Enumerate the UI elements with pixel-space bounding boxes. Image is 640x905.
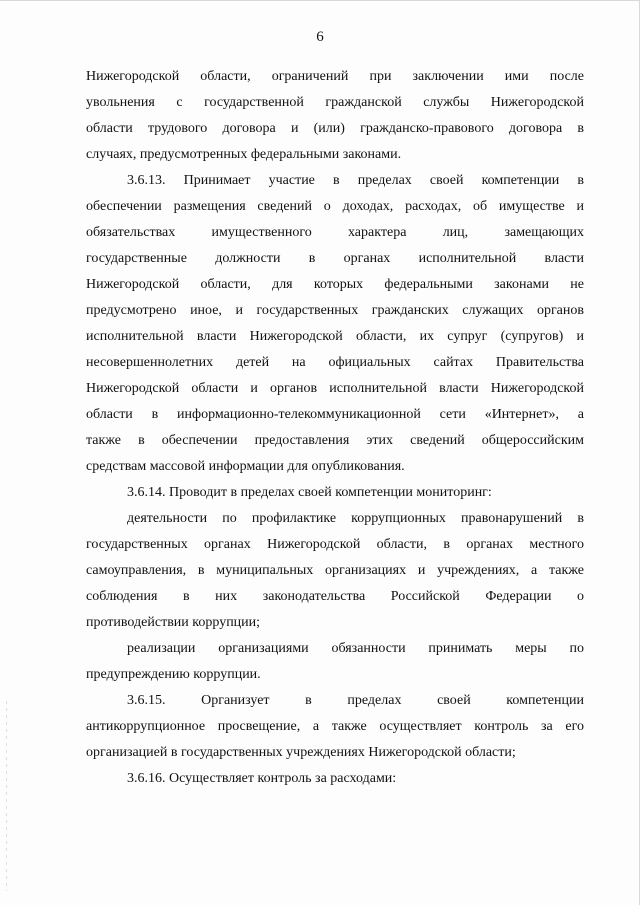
text-line: антикоррупционное просвещение, а также осуществляет контроль за его bbox=[86, 719, 584, 734]
paragraph-first-line: 3.6.13. Принимает участие в пределах своей компетенции в bbox=[127, 173, 584, 188]
text-line: организацией в государственных учреждениях Нижегородской области; bbox=[86, 745, 516, 760]
text-line: области в информационно-телекоммуникационной сети «Интернет», а bbox=[86, 407, 584, 422]
text-line: средствам массовой информации для опубликования. bbox=[86, 459, 405, 474]
text-line: Нижегородской области, для которых федеральными законами не bbox=[86, 277, 584, 292]
text-line: несовершеннолетних детей на официальных сайтах Правительства bbox=[86, 355, 584, 370]
text-line: государственных органах Нижегородской области, в органах местного bbox=[86, 537, 584, 552]
text-line: исполнительной власти Нижегородской области, их супруг (супругов) и bbox=[86, 329, 584, 344]
paragraph-first-line: деятельности по профилактике коррупционных правонарушений в bbox=[127, 511, 584, 526]
text-line: противодействии коррупции; bbox=[86, 615, 261, 630]
text-line: Нижегородской области и органов исполнительной власти Нижегородской bbox=[86, 381, 584, 396]
scan-edge-mark bbox=[6, 701, 7, 891]
text-line: случаях, предусмотренных федеральными законами. bbox=[86, 147, 402, 162]
paragraph-first-line: реализации организациями обязанности принимать меры по bbox=[127, 641, 584, 656]
text-line: увольнения с государственной гражданской службы Нижегородской bbox=[86, 95, 584, 110]
paragraph-first-line: 3.6.16. Осуществляет контроль за расходами: bbox=[127, 771, 397, 786]
text-line: также в обеспечении предоставления этих сведений общероссийским bbox=[86, 433, 584, 448]
text-line: предусмотрено иное, и государственных гражданских служащих органов bbox=[86, 303, 584, 318]
text-line: обеспечении размещения сведений о доходах, расходах, об имуществе и bbox=[86, 199, 584, 214]
paragraph-first-line: 3.6.15. Организует в пределах своей компетенции bbox=[127, 693, 584, 708]
text-line: самоуправления, в муниципальных организациях и учреждениях, а также bbox=[86, 563, 584, 578]
paragraph-first-line: 3.6.14. Проводит в пределах своей компетенции мониторинг: bbox=[127, 485, 492, 500]
text-line: государственные должности в органах исполнительной власти bbox=[86, 251, 584, 266]
text-line: области трудового договора и (или) гражданско-правового договора в bbox=[86, 121, 584, 136]
text-line: соблюдения в них законодательства Российской Федерации о bbox=[86, 589, 584, 604]
text-line: обязательствах имущественного характера лиц, замещающих bbox=[86, 225, 584, 240]
document-body bbox=[86, 64, 584, 792]
text-line: Нижегородской области, ограничений при заключении ими после bbox=[86, 69, 584, 84]
text-line: предупреждению коррупции. bbox=[86, 667, 261, 682]
page-number: 6 bbox=[316, 29, 324, 45]
